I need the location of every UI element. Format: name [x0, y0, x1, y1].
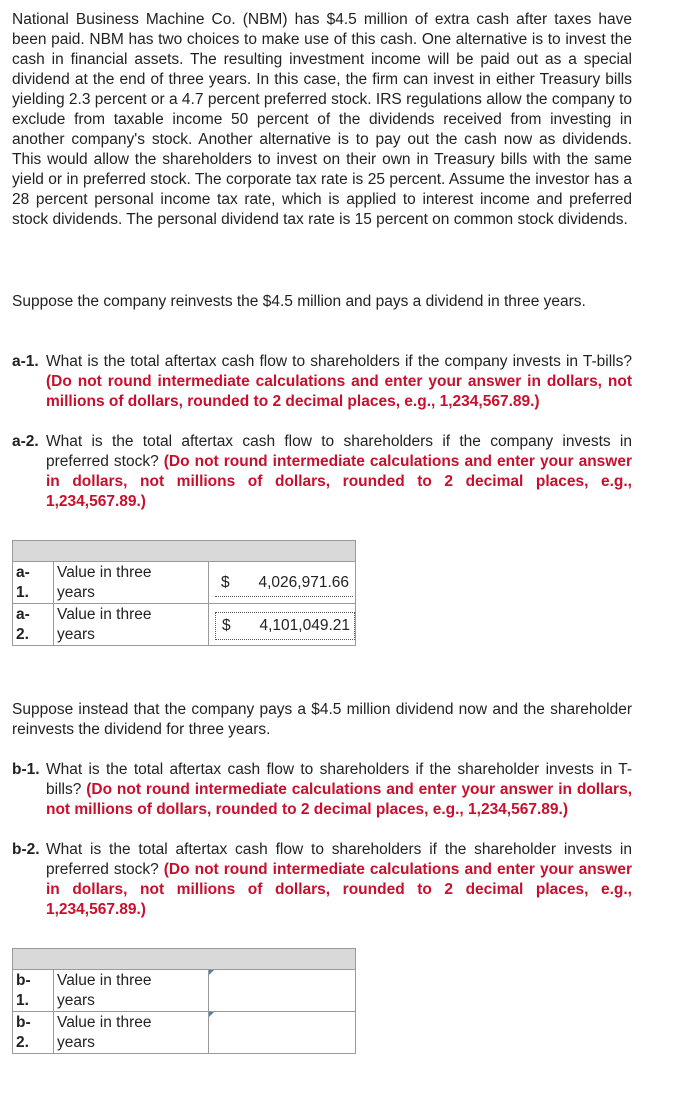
- row-label: Value in three years: [53, 604, 209, 646]
- row-id: a- 2.: [16, 606, 30, 643]
- row-id: b- 1.: [16, 972, 31, 1009]
- table-a-row-1: [12, 562, 356, 604]
- question-b2-label: b-2.: [12, 841, 40, 858]
- dollar-sign: $: [222, 617, 231, 634]
- table-b-row-2: [12, 1012, 356, 1054]
- answer-b1-input[interactable]: [209, 970, 355, 1012]
- question-a2-text: What is the total aftertax cash flow to shareholders if the company invests in preferred stock?: [46, 433, 632, 470]
- cell-marker-icon: [209, 1012, 214, 1017]
- intro-paragraph: National Business Machine Co. (NBM) has $4.5 million of extra cash after taxes have been paid. NBM has two choices to make use of this cash. One alternative is to invest the cash in financial assets. The resulting investment income will be paid out as a special dividend at the end of three years. In this case, the firm can invest in either Treasury bills yielding 2.3 percent or a 4.7 percent preferred stock. IRS regulations allow the company to exclude from taxable income 50 percent of the dividends received from investing in another company's stock. Another alternative is to pay out the cash now as dividends. This would allow the shareholders to invest on their own in Treasury bills with the same yield or in preferred stock. The corporate tax rate is 25 percent. Assume the investor has a 28 percent personal income tax rate, which is applied to interest income and preferred stock dividends. The personal dividend tax rate is 15 percent on common stock dividends.: [12, 11, 632, 228]
- question-a1-text: What is the total aftertax cash flow to shareholders if the company invests in T-bills?: [46, 353, 632, 370]
- question-a1-label: a-1.: [12, 353, 39, 370]
- question-b2-text: What is the total aftertax cash flow to shareholders if the shareholder invests in preferred stock?: [46, 841, 632, 878]
- scenario-b-text: Suppose instead that the company pays a $4.5 million dividend now and the shareholder reinvests the dividend for three years.: [12, 701, 632, 738]
- question-a2-instruction: (Do not round intermediate calculations and enter your answer in dollars, not millions of dollars, rounded to 2 decimal places, e.g., 1,234,567.89.): [46, 453, 632, 510]
- answer-a1-input[interactable]: [215, 570, 353, 597]
- table-a-header: [12, 540, 356, 562]
- question-b1: [12, 760, 632, 820]
- table-b-header: [12, 948, 356, 970]
- scenario-a-text: Suppose the company reinvests the $4.5 million and pays a dividend in three years.: [12, 293, 586, 310]
- answer-a1-value: 4,026,971.66: [258, 574, 349, 591]
- answer-cell[interactable]: [209, 604, 355, 646]
- answer-a2-value: 4,101,049.21: [259, 617, 350, 634]
- answer-b2-input[interactable]: [209, 1012, 355, 1054]
- question-b2-instruction: (Do not round intermediate calculations and enter your answer in dollars, not millions of dollars, rounded to 2 decimal places, e.g., 1,234,567.89.): [46, 861, 632, 918]
- answer-cell[interactable]: [209, 562, 355, 604]
- table-a-row-2: [12, 604, 356, 646]
- answer-a2-input[interactable]: [215, 612, 355, 640]
- question-b1-text: What is the total aftertax cash flow to shareholders if the shareholder invests in T-bills?: [46, 761, 632, 798]
- question-a1: [12, 352, 632, 412]
- row-label: Value in three years: [53, 970, 209, 1012]
- question-a1-instruction: (Do not round intermediate calculations and enter your answer in dollars, not millions of dollars, rounded to 2 decimal places, e.g., 1,234,567.89.): [46, 373, 632, 410]
- question-b2: [12, 840, 632, 920]
- question-b1-instruction: (Do not round intermediate calculations and enter your answer in dollars, not millions of dollars, rounded to 2 decimal places, e.g., 1,234,567.89.): [46, 781, 632, 818]
- table-b-row-1: [12, 970, 356, 1012]
- cell-marker-icon: [209, 970, 214, 975]
- question-a2-label: a-2.: [12, 433, 39, 450]
- row-id: b- 2.: [16, 1014, 31, 1051]
- row-label: Value in three years: [53, 1012, 209, 1054]
- row-id: a- 1.: [16, 564, 30, 601]
- dollar-sign: $: [221, 574, 230, 591]
- question-b1-label: b-1.: [12, 761, 40, 778]
- question-a2: [12, 432, 632, 512]
- row-label: Value in three years: [53, 562, 209, 604]
